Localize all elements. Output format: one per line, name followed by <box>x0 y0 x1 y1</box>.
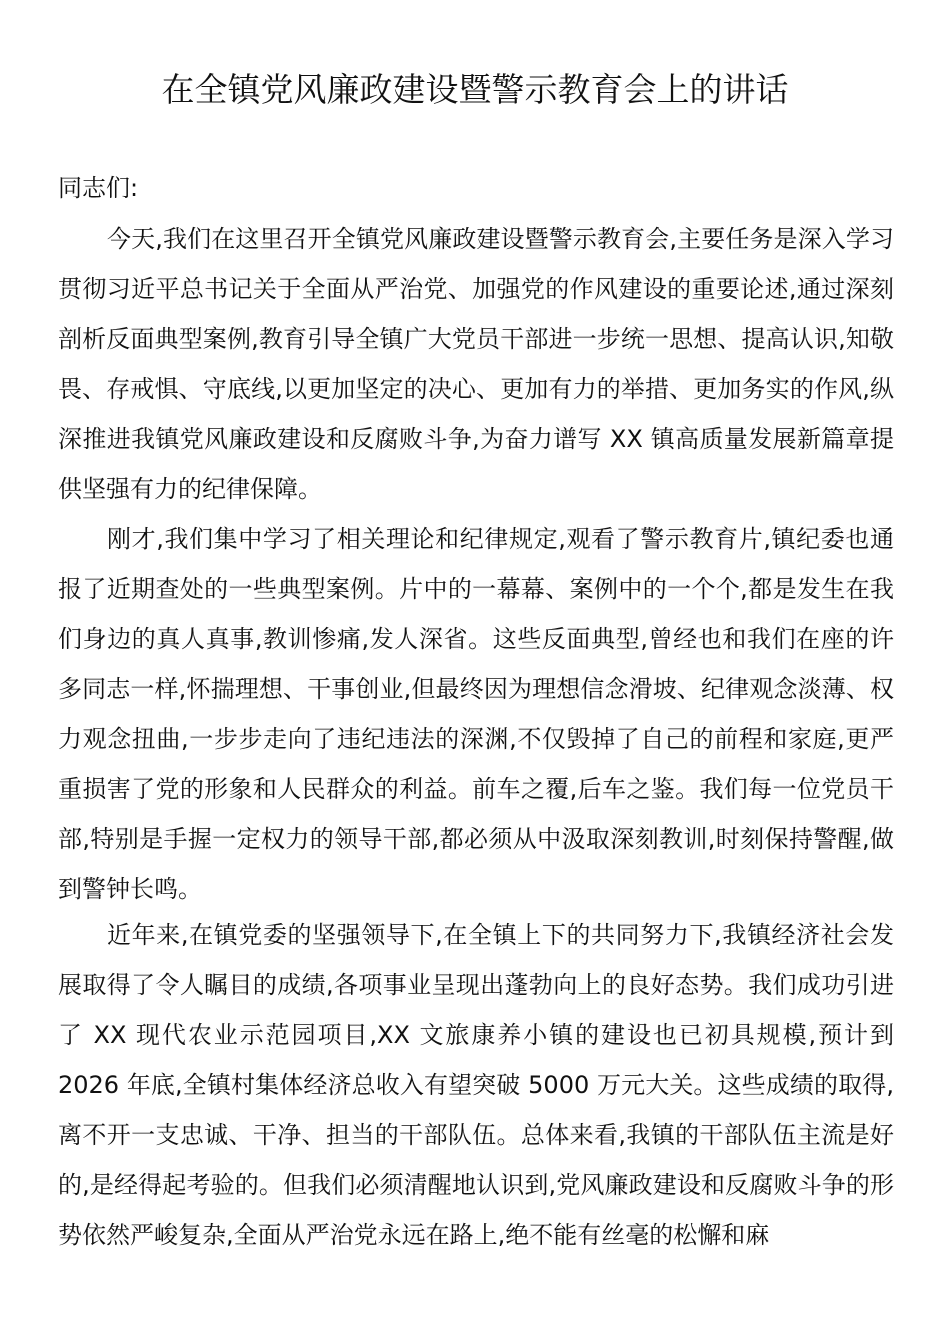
salutation: 同志们: <box>58 174 139 202</box>
paragraph-3: 近年来,在镇党委的坚强领导下,在全镇上下的共同努力下,我镇经济社会发展取得了令人瞩目的成绩,各项事业呈现出蓬勃向上的良好态势。我们成功引进了 XX 现代农业示范园项目,XX 文旅康养小镇的建设也已初具规模,预计到 2026 年底,全镇村集体经济总收入有望突破 5000 万元大关。这些成绩的取得,离不开一支忠诚、干净、担当的干部队伍。总体来看,我镇的干部队伍主流是好的,是经得起考验的。但我们必须清醒地认识到,党风廉政建设和反腐败斗争的形势依然严峻复杂,全面从严治党永远在路上,绝不能有丝毫的松懈和麻 <box>58 921 894 1249</box>
document-title: 在全镇党风廉政建设暨警示教育会上的讲话 <box>161 70 789 109</box>
paragraph-1: 今天,我们在这里召开全镇党风廉政建设暨警示教育会,主要任务是深入学习贯彻习近平总书记关于全面从严治党、加强党的作风建设的重要论述,通过深刻剖析反面典型案例,教育引导全镇广大党员干部进一步统一思想、提高认识,知敬畏、存戒惧、守底线,以更加坚定的决心、更加有力的举措、更加务实的作风,纵深推进我镇党风廉政建设和反腐败斗争,为奋力谱写 XX 镇高质量发展新篇章提供坚强有力的纪律保障。 <box>58 225 894 503</box>
paragraph-2: 刚才,我们集中学习了相关理论和纪律规定,观看了警示教育片,镇纪委也通报了近期查处的一些典型案例。片中的一幕幕、案例中的一个个,都是发生在我们身边的真人真事,教训惨痛,发人深省。这些反面典型,曾经也和我们在座的许多同志一样,怀揣理想、干事创业,但最终因为理想信念滑坡、纪律观念淡薄、权力观念扭曲,一步步走向了违纪违法的深渊,不仅毁掉了自己的前程和家庭,更严重损害了党的形象和人民群众的利益。前车之覆,后车之鉴。我们每一位党员干部,特别是手握一定权力的领导干部,都必须从中汲取深刻教训,时刻保持警醒,做到警钟长鸣。 <box>58 525 894 903</box>
